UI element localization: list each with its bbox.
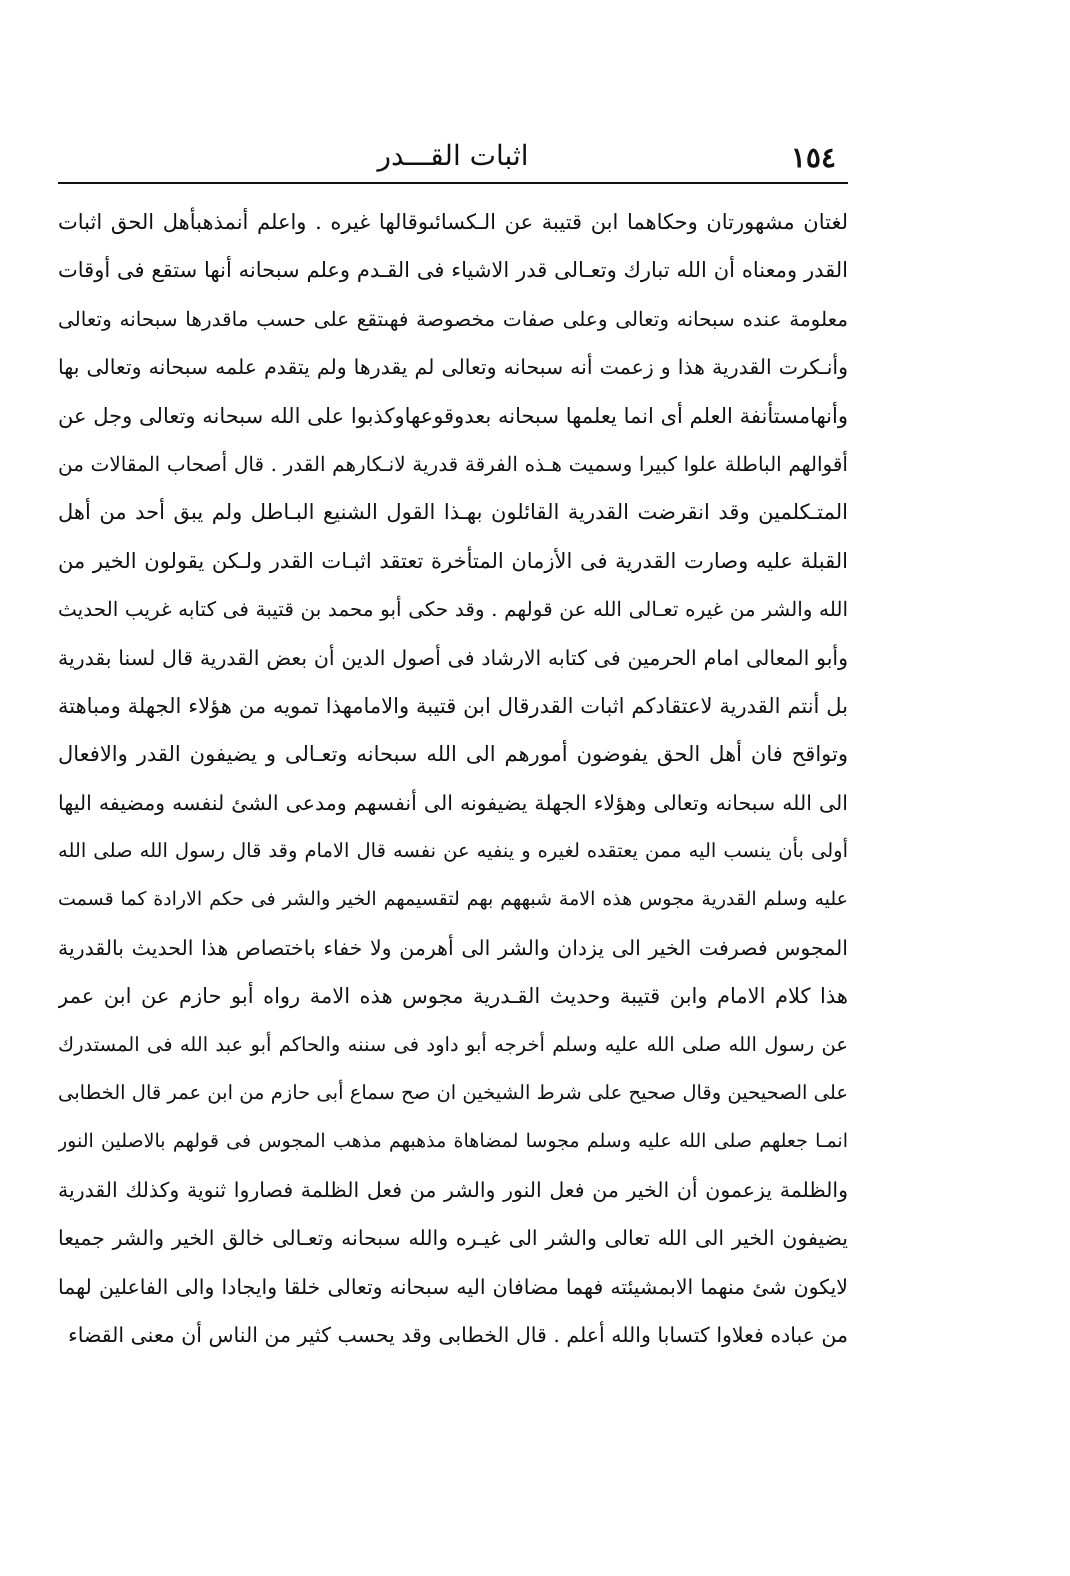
text-line: لايكون شئ منهما الابمشيئته فهما مضافان اليه سبحانه وتعالى خلقا وايجادا والى الفاعلين لهما xyxy=(58,1274,848,1299)
text-line: عليه وسلم القدرية مجوس هذه الامة شبههم بهم لتقسيمهم الخير والشر فى حكم الارادة كما قسمت xyxy=(58,888,848,911)
text-line: المتـكلمين وقد انقرضت القدرية القائلون بهـذا القول الشنيع البـاطل ولم يبق أحد من أهل xyxy=(58,500,848,525)
text-line: معلومة عنده سبحانه وتعالى وعلى صفات مخصوصة فهىتقع على حسب ماقدرها سبحانه وتعالى xyxy=(58,306,848,331)
text-line: وأنهامستأنفة العلم أى انما يعلمها سبحانه بعدوقوعهاوكذبوا على الله سبحانه وتعالى وجل عن xyxy=(58,403,848,428)
text-line: وأنـكرت القدرية هذا و زعمت أنه سبحانه وتعالى لم يقدرها ولم يتقدم علمه سبحانه وتعالى بها xyxy=(58,355,848,380)
header-rule xyxy=(58,182,848,184)
text-line: وتواقح فان أهل الحق يفوضون أمورهم الى الله سبحانه وتعـالى و يضيفون القدر والافعال xyxy=(58,742,848,767)
text-line: انمـا جعلهم صلى الله عليه وسلم مجوسا لمضاهاة مذهبهم مذهب المجوس فى قولهم بالاصلين النور xyxy=(58,1130,848,1153)
text-line: لغتان مشهورتان وحكاهما ابن قتيبة عن الـكسائىوقالها غيره . واعلم أنمذهبأهل الحق اثبات xyxy=(58,210,848,234)
text-line: الله والشر من غيره تعـالى الله عن قولهم . وقد حكى أبو محمد بن قتيبة فى كتابه غريب الحديث xyxy=(58,597,848,622)
text-line: والظلمة يزعمون أن الخير من فعل النور والشر من فعل الظلمة فصاروا ثنوية وكذلك القدرية xyxy=(58,1177,848,1202)
text-line: القبلة عليه وصارت القدرية فى الأزمان المتأخرة تعتقد اثبـات القدر ولـكن يقولون الخير من xyxy=(58,548,848,573)
page-number: ١٥٤ xyxy=(790,141,836,174)
text-line: بل أنتم القدرية لاعتقادكم اثبات القدرقال ابن قتيبة والامامهذا تمويه من هؤلاء الجهلة ومباهتة xyxy=(58,693,848,718)
text-line: على الصحيحين وقال صحيح على شرط الشيخين ان صح سماع أبى حازم من ابن عمر قال الخطابى xyxy=(58,1081,848,1105)
text-line: وأبو المعالى امام الحرمين فى كتابه الارشاد فى أصول الدين أن بعض القدرية قال لسنا بقدرية xyxy=(58,645,848,670)
running-title: اثبات القـــدر xyxy=(377,139,529,172)
text-line: عن رسول الله صلى الله عليه وسلم أخرجه أبو داود فى سننه والحاكم أبو عبد الله فى المستدرك xyxy=(58,1032,848,1056)
text-line: هذا كلام الامام وابن قتيبة وحديث القـدرية مجوس هذه الامة رواه أبو حازم عن ابن عمر xyxy=(58,984,848,1009)
text-line: من عباده فعلاوا كتسابا والله أعلم . قال الخطابى وقد يحسب كثير من الناس أن معنى القضاء xyxy=(68,1322,848,1347)
text-line: الى الله سبحانه وتعالى وهؤلاء الجهلة يضيفونه الى أنفسهم ومدعى الشئ لنفسه ومضيفه اليها xyxy=(58,790,848,815)
text-line: القدر ومعناه أن الله تبارك وتعـالى قدر الاشياء فى القـدم وعلم سبحانه أنها ستقع فى أوقات xyxy=(58,258,848,283)
text-line: أقوالهم الباطلة علوا كبيرا وسميت هـذه الفرقة قدرية لانـكارهم القدر . قال أصحاب المقالات من xyxy=(58,451,848,476)
text-line: المجوس فصرفت الخير الى يزدان والشر الى أهرمن ولا خفاء باختصاص هذا الحديث بالقدرية xyxy=(58,935,848,960)
running-head xyxy=(58,138,848,178)
text-line: أولى بأن ينسب اليه ممن يعتقده لغيره و ينفيه عن نفسه قال الامام وقد قال رسول الله صلى الله xyxy=(58,839,848,863)
body-text xyxy=(58,198,848,1359)
text-line: يضيفون الخير الى الله تعالى والشر الى غيـره والله سبحانه وتعـالى خالق الخير والشر جميعا xyxy=(58,1226,848,1251)
